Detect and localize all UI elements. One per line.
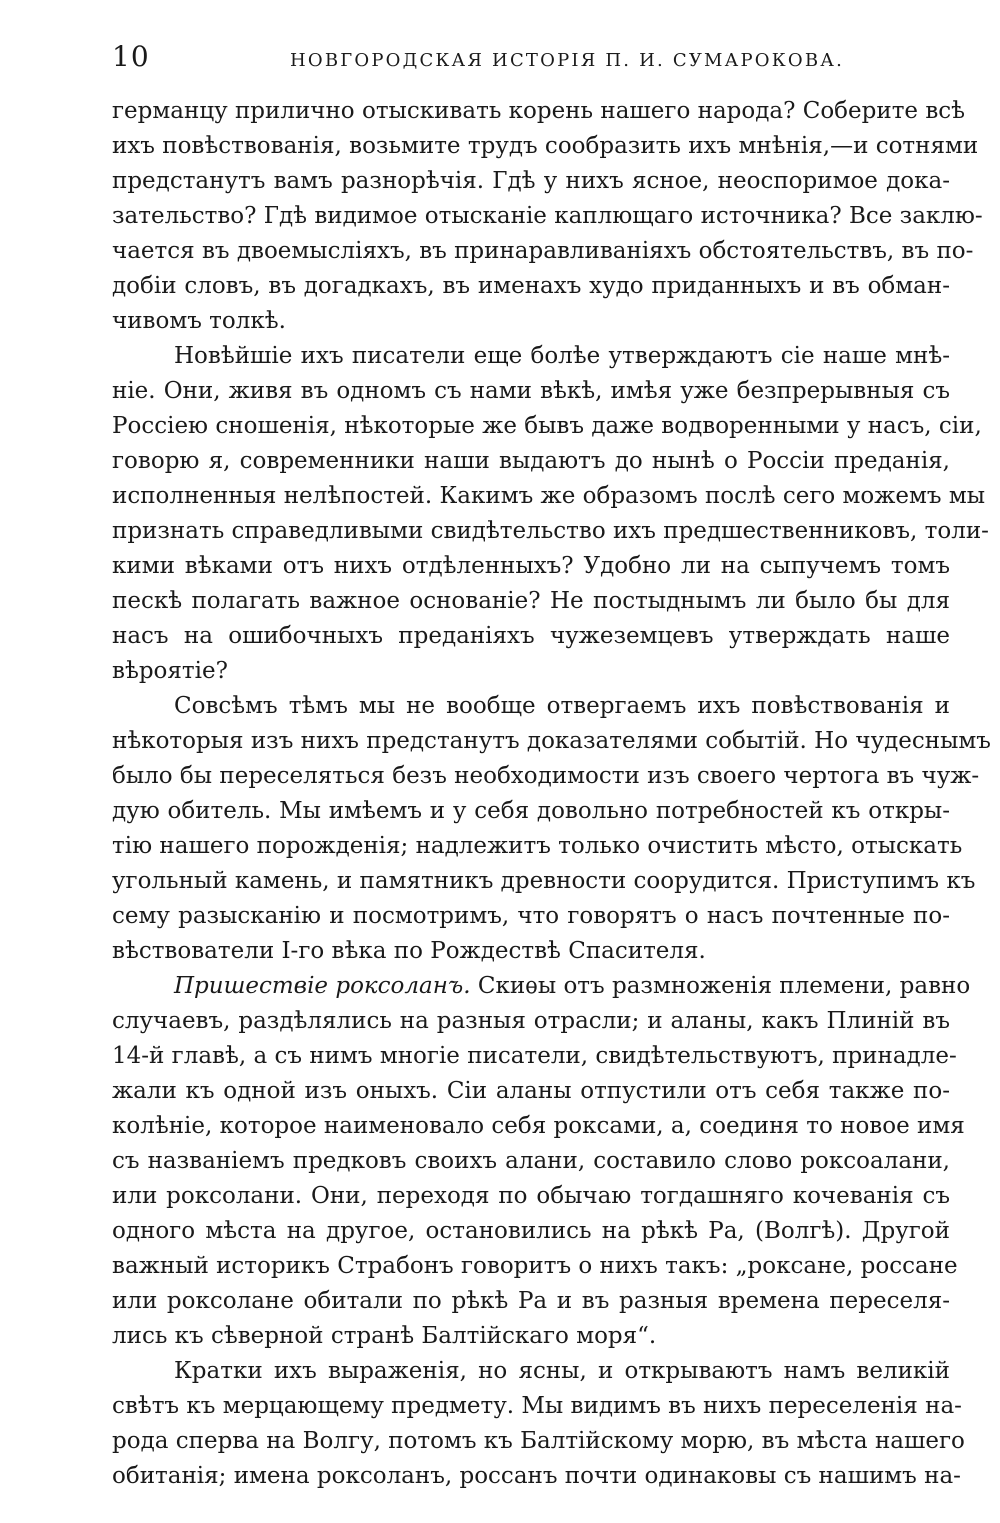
text-line: или роксолане обитали по рѣкѣ Ра и въ разныя времена переселя- bbox=[112, 1288, 950, 1314]
text-line bbox=[112, 969, 971, 1004]
paragraph-5 bbox=[112, 1354, 965, 1494]
text-line: съ названіемъ предковъ своихъ алани, составило слово роксоалани, bbox=[112, 1148, 950, 1174]
text-line: важный историкъ Страбонъ говоритъ о нихъ такъ: „роксане, россане bbox=[112, 1253, 958, 1279]
text-line: признать справедливыми свидѣтельство ихъ предшественниковъ, толи- bbox=[112, 518, 989, 544]
text-line: случаевъ, раздѣлялись на разныя отрасли; и аланы, какъ Плиній въ bbox=[112, 1008, 950, 1034]
text-line: германцу прилично отыскивать корень нашего народа? Соберите всѣ bbox=[112, 98, 966, 124]
text-line: лись къ сѣверной странѣ Балтійскаго моря“. bbox=[112, 1323, 657, 1349]
section-lead: Пришествіе роксоланъ. bbox=[174, 973, 471, 999]
page-number: 10 bbox=[112, 40, 150, 73]
text-line: добіи словъ, въ догадкахъ, въ именахъ худо приданныхъ и въ обман- bbox=[112, 273, 950, 299]
text-line: нѣкоторыя изъ нихъ предстанутъ доказателями событій. Но чудеснымъ bbox=[112, 728, 991, 754]
text-line: говорю я, современники наши выдаютъ до нынѣ о Россіи преданія, bbox=[112, 448, 950, 474]
text-line: исполненныя нелѣпостей. Какимъ же образомъ послѣ сего можемъ мы bbox=[112, 483, 986, 509]
text-line: зательство? Гдѣ видимое отысканіе каплющаго источника? Все заклю- bbox=[112, 203, 983, 229]
text-line: чается въ двоемысліяхъ, въ принаравливаніяхъ обстоятельствъ, въ по- bbox=[112, 238, 974, 264]
text-line: Кратки ихъ выраженія, но ясны, и открываютъ намъ великій bbox=[174, 1358, 950, 1384]
text-line: Россіею сношенія, нѣкоторые же бывъ даже водворенными у насъ, сіи, bbox=[112, 413, 982, 439]
text-line: предстанутъ вамъ разнорѣчія. Гдѣ у нихъ ясное, неоспоримое дока- bbox=[112, 168, 950, 194]
text-line: ихъ повѣствованія, возьмите трудъ сообразить ихъ мнѣнія,—и сотнями bbox=[112, 133, 979, 159]
text-line: угольный камень, и памятникъ древности соорудится. Приступимъ къ bbox=[112, 868, 976, 894]
text-line: ніе. Они, живя въ одномъ съ нами вѣкѣ, имѣя уже безпрерывныя съ bbox=[112, 378, 950, 404]
text-line: дую обитель. Мы имѣемъ и у себя довольно потребностей къ откры- bbox=[112, 798, 950, 824]
text-line: кими вѣками отъ нихъ отдѣленныхъ? Удобно ли на сыпучемъ томъ bbox=[112, 553, 950, 579]
text-line: жали къ одной изъ оныхъ. Сіи аланы отпустили отъ себя также по- bbox=[112, 1078, 950, 1104]
running-head bbox=[112, 40, 950, 88]
text-line: или роксолани. Они, переходя по обычаю тогдашняго кочеванія съ bbox=[112, 1183, 950, 1209]
running-title: НОВГОРОДСКАЯ ИСТОРІЯ П. И. СУМАРОКОВА. bbox=[290, 50, 845, 71]
text-line: одного мѣста на другое, остановились на рѣкѣ Ра, (Волгѣ). Другой bbox=[112, 1218, 950, 1244]
paragraph-2 bbox=[112, 339, 989, 689]
text-line: насъ на ошибочныхъ преданіяхъ чужеземцевъ утверждать наше bbox=[112, 623, 950, 649]
text-line: колѣніе, которое наименовало себя роксами, а, соединя то новое имя bbox=[112, 1113, 965, 1139]
text-line: свѣтъ къ мерцающему предмету. Мы видимъ въ нихъ переселенія на- bbox=[112, 1393, 962, 1419]
text-line: пескѣ полагать важное основаніе? Не постыднымъ ли было бы для bbox=[112, 588, 950, 614]
text-line: тію нашего порожденія; надлежитъ только очистить мѣсто, отыскать bbox=[112, 833, 963, 859]
paragraph-3 bbox=[112, 689, 991, 969]
text-line: обитанія; имена роксоланъ, россанъ почти одинаковы съ нашимъ на- bbox=[112, 1463, 961, 1489]
text-line: рода сперва на Волгу, потомъ къ Балтійскому морю, въ мѣста нашего bbox=[112, 1428, 965, 1454]
paragraph-1 bbox=[112, 94, 983, 339]
paragraph-4 bbox=[112, 969, 971, 1354]
text-line: вѣствователи І-го вѣка по Рождествѣ Спасителя. bbox=[112, 938, 706, 964]
book-page bbox=[112, 40, 991, 1494]
body-text bbox=[112, 94, 991, 1494]
text-line: Совсѣмъ тѣмъ мы не вообще отвергаемъ ихъ повѣствованія и bbox=[174, 693, 950, 719]
text-line: вѣроятіе? bbox=[112, 658, 228, 684]
text-line: Новѣйшіе ихъ писатели еще болѣе утверждаютъ сіе наше мнѣ- bbox=[174, 343, 950, 369]
text-line: сему разысканію и посмотримъ, что говорятъ о насъ почтенные по- bbox=[112, 903, 950, 929]
text-line-rest: Скиѳы отъ размноженія племени, равно bbox=[470, 973, 971, 999]
text-line: чивомъ толкѣ. bbox=[112, 308, 286, 334]
text-line: было бы переселяться безъ необходимости изъ своего чертога въ чуж- bbox=[112, 763, 980, 789]
text-line: 14-й главѣ, а съ нимъ многіе писатели, свидѣтельствуютъ, принадле- bbox=[112, 1043, 957, 1069]
